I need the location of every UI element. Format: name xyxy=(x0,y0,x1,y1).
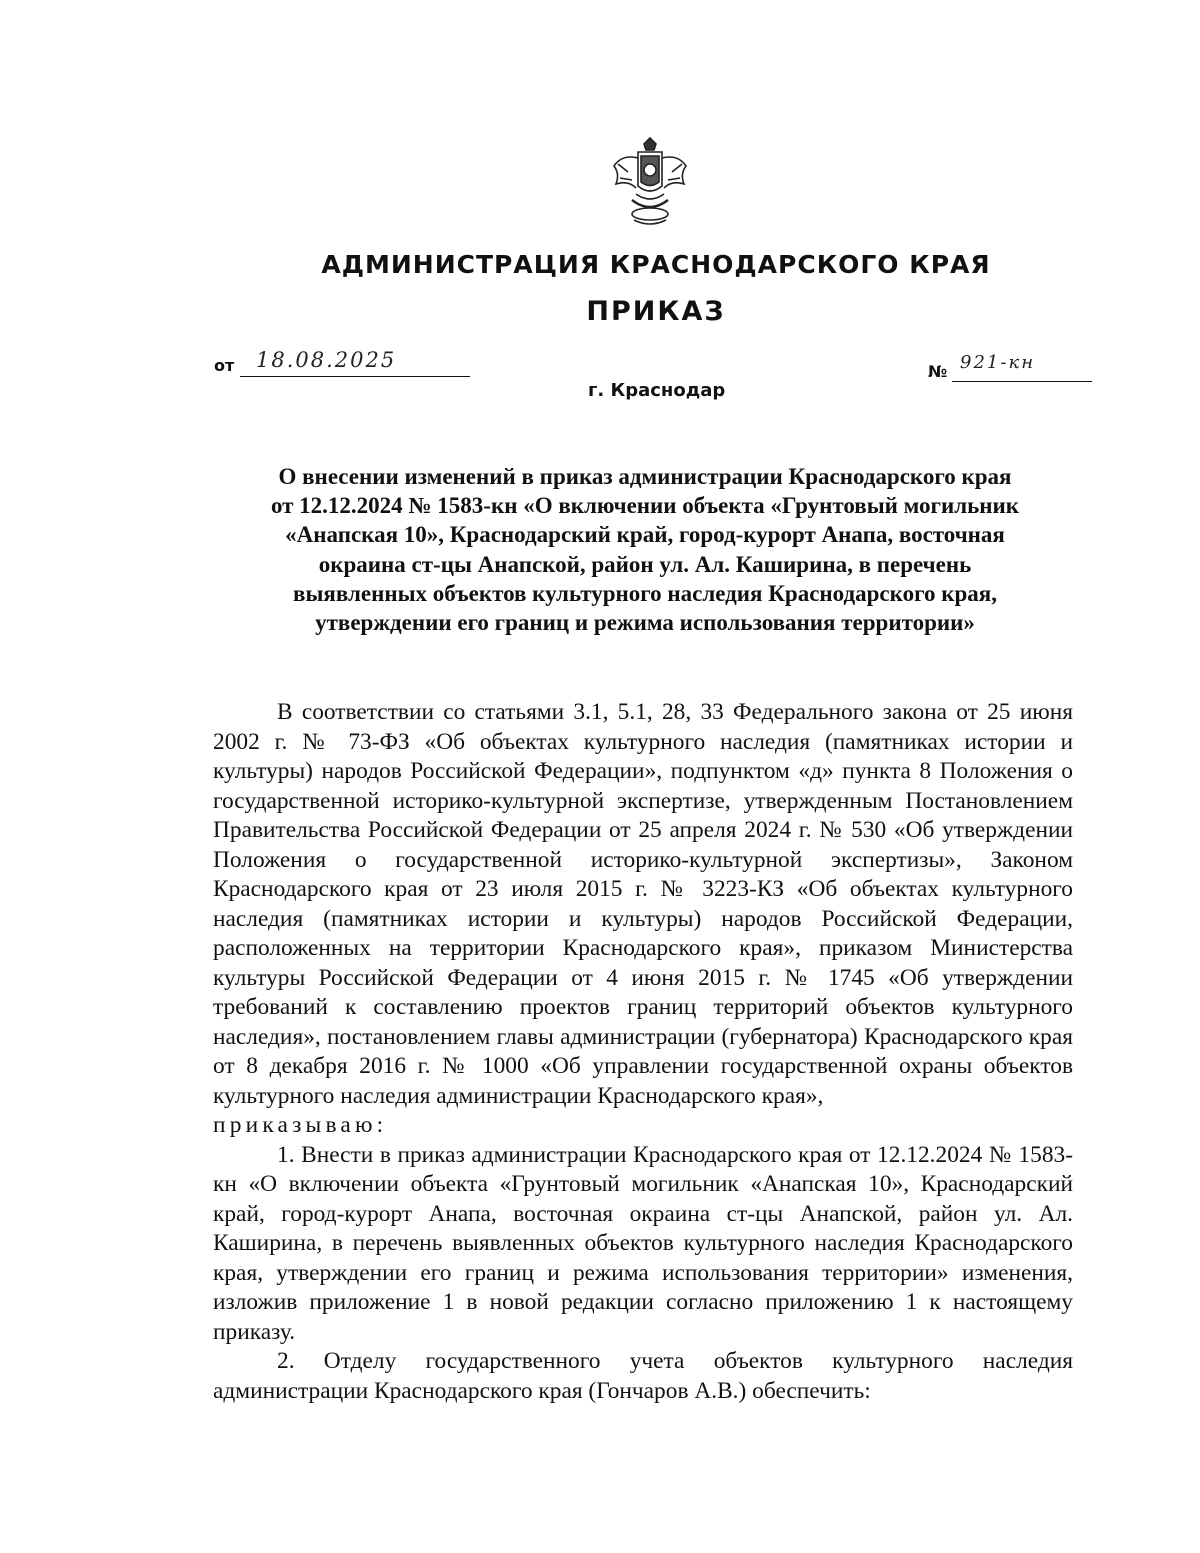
date-label: от xyxy=(214,356,235,375)
city: г. Краснодар xyxy=(588,380,726,401)
document-title xyxy=(210,462,1080,637)
document-type: ПРИКАЗ xyxy=(586,296,726,327)
number-label: № xyxy=(928,362,948,381)
title-line: утверждении его границ и режима использования территории» xyxy=(315,610,975,636)
coat-of-arms-icon xyxy=(608,134,692,230)
title-line: О внесении изменений в приказ администрации Краснодарского края xyxy=(278,464,1012,489)
title-line: от 12.12.2024 № 1583-кн «О включении объекта «Грунтовый могильник xyxy=(270,493,1020,519)
item-1-paragraph: 1. Внести в приказ администрации Краснодарского края от 12.12.2024 № 1583-кн «О включении объекта «Грунтовый могильник «Анапская 10», Краснодарский край, город-курорт Анапа, восточная окраина ст-цы Анапской, район ул. Ал. Каширина, в перечень выявленных объектов культурного наследия Краснодарского края, утверждении его границ и режима использования территории» изменения, изложив приложение 1 в новой редакции согласно приложению 1 к настоящему приказу. xyxy=(213,1141,1073,1345)
date-value: 18.08.2025 xyxy=(256,348,397,372)
organization-name: АДМИНИСТРАЦИЯ КРАСНОДАРСКОГО КРАЯ xyxy=(321,250,991,279)
number-value: 921-кн xyxy=(960,352,1036,373)
order-word: приказываю: xyxy=(213,1112,388,1138)
document-body xyxy=(213,698,1073,1406)
item-2-paragraph: 2. Отделу государственного учета объектов культурного наследия администрации Краснодарского края (Гончаров А.В.) обеспечить: xyxy=(213,1348,1073,1404)
preamble-paragraph: В соответствии со статьями 3.1, 5.1, 28, 33 Федерального закона от 25 июня 2002 г. № 73-ФЗ «Об объектах культурного наследия (памятниках истории и культуры) народов Российской Федерации», подпунктом «д» пункта 8 Положения о государственной историко-культурной экспертизе, утвержденным Постановлением Правительства Российской Федерации от 25 апреля 2024 г. № 530 «Об утверждении Положения о государственной историко-культурной экспертизы», Законом Краснодарского края от 23 июля 2015 г. № 3223-КЗ «Об объектах культурного наследия (памятниках истории и культуры) народов Российской Федерации, расположенных на территории Краснодарского края», приказом Министерства культуры Российской Федерации от 4 июня 2015 г. № 1745 «Об утверждении требований к составлению проектов границ территорий объектов культурного наследия», постановлением главы администрации (губернатора) Краснодарского края от 8 декабря 2016 г. № 1000 «Об управлении государственной охраны объектов культурного наследия администрации Краснодарского края», xyxy=(213,699,1073,1109)
title-line: «Анапская 10», Краснодарский край, город-курорт Анапа, восточная xyxy=(285,522,1005,548)
title-line: окраина ст-цы Анапской, район ул. Ал. Каширина, в перечень xyxy=(318,551,972,577)
title-line: выявленных объектов культурного наследия Краснодарского края, xyxy=(293,580,997,606)
